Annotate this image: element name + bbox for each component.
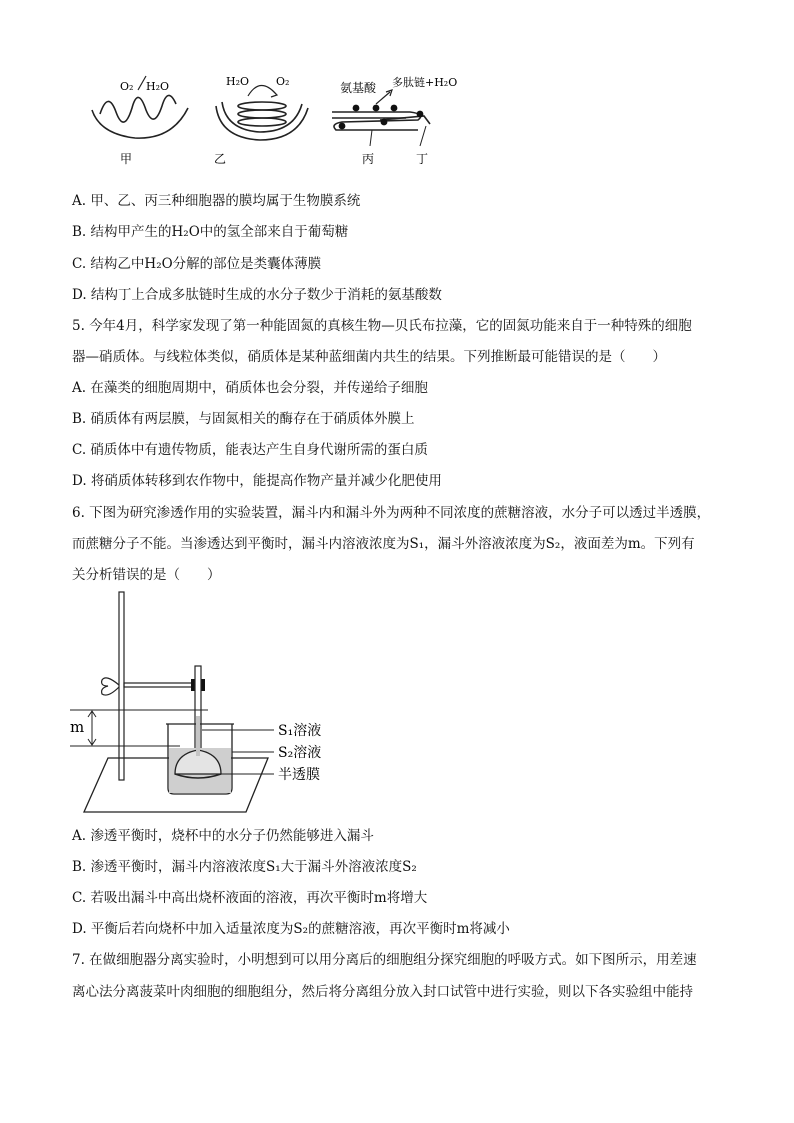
s2-solution-label: S₂溶液	[278, 745, 322, 761]
q6-stem-line-1: 6. 下图为研究渗透作用的实验装置，漏斗内和漏斗外为两种不同浓度的蔗糖溶液，水分子可以透过半透膜，	[72, 505, 711, 521]
q4-option-b: B. 结构甲产生的H₂O中的氢全部来自于葡萄糖	[72, 224, 349, 240]
q4-option-c: C. 结构乙中H₂O分解的部位是类囊体薄膜	[72, 256, 322, 272]
q6-option-b: B. 渗透平衡时，漏斗内溶液浓度S₁大于漏斗外溶液浓度S₂	[72, 859, 417, 875]
q5-option-d: D. 将硝质体转移到农作物中，能提高作物产量并减少化肥使用	[72, 473, 442, 489]
q5-option-c: C. 硝质体中有遗传物质，能表达产生自身代谢所需的蛋白质	[72, 442, 428, 458]
q6-option-a: A. 渗透平衡时，烧杯中的水分子仍然能够进入漏斗	[72, 828, 374, 844]
ding-label: 丁	[416, 152, 429, 166]
organelle-figure	[80, 68, 480, 173]
jia-h2o-label: H₂O	[146, 80, 170, 93]
bing-amino-label: 氨基酸	[340, 81, 377, 95]
bing-label: 丙	[362, 152, 375, 166]
organelle-yi	[216, 85, 308, 140]
bing-product-label: 多肽链+H₂O	[392, 76, 458, 89]
q4-option-d: D. 结构丁上合成多肽链时生成的水分子数少于消耗的氨基酸数	[72, 287, 442, 303]
jia-o2-label: O₂	[120, 80, 134, 93]
clamp-arm	[124, 683, 194, 687]
q7-stem-line-2: 离心法分离菠菜叶肉细胞的细胞组分，然后将分离组分放入封口试管中进行实验，则以下各实验组中能持	[72, 984, 693, 1000]
membrane-label: 半透膜	[278, 767, 320, 783]
osmosis-apparatus-figure	[68, 590, 348, 815]
q5-option-b: B. 硝质体有两层膜，与固氮相关的酶存在于硝质体外膜上	[72, 411, 415, 427]
q5-stem-line-2: 器—硝质体。与线粒体类似，硝质体是某种蓝细菌内共生的结果。下列推断最可能错误的是（ ）	[72, 349, 666, 365]
jia-label: 甲	[120, 152, 133, 166]
q7-stem-line-1: 7. 在做细胞器分离实验时，小明想到可以用分离后的细胞组分探究细胞的呼吸方式。如下图所示，用差速	[72, 952, 697, 968]
yi-h2o-label: H₂O	[226, 75, 250, 88]
q6-stem-line-2: 而蔗糖分子不能。当渗透达到平衡时，漏斗内溶液浓度为S₁，漏斗外溶液浓度为S₂，液面差为m。下列有	[72, 536, 695, 552]
q6-option-c: C. 若吸出漏斗中高出烧杯液面的溶液，再次平衡时m将增大	[72, 890, 428, 906]
q6-option-d: D. 平衡后若向烧杯中加入适量浓度为S₂的蔗糖溶液，再次平衡时m将减小	[72, 921, 510, 937]
stand-pole	[119, 592, 124, 780]
s1-solution-label: S₁溶液	[278, 723, 322, 739]
q5-option-a: A. 在藻类的细胞周期中，硝质体也会分裂，并传递给子细胞	[72, 380, 428, 396]
q5-stem-line-1: 5. 今年4月，科学家发现了第一种能固氮的真核生物—贝氏布拉藻，它的固氮功能来自于一种特殊的细胞	[72, 318, 692, 334]
thumbscrew	[102, 678, 119, 695]
m-label: m	[70, 718, 85, 736]
q6-stem-line-3: 关分析错误的是（ ）	[72, 567, 221, 583]
yi-label: 乙	[214, 152, 227, 166]
q4-option-a: A. 甲、乙、丙三种细胞器的膜均属于生物膜系统	[72, 193, 361, 209]
organelle-jia	[92, 76, 188, 138]
yi-o2-label: O₂	[276, 75, 290, 88]
